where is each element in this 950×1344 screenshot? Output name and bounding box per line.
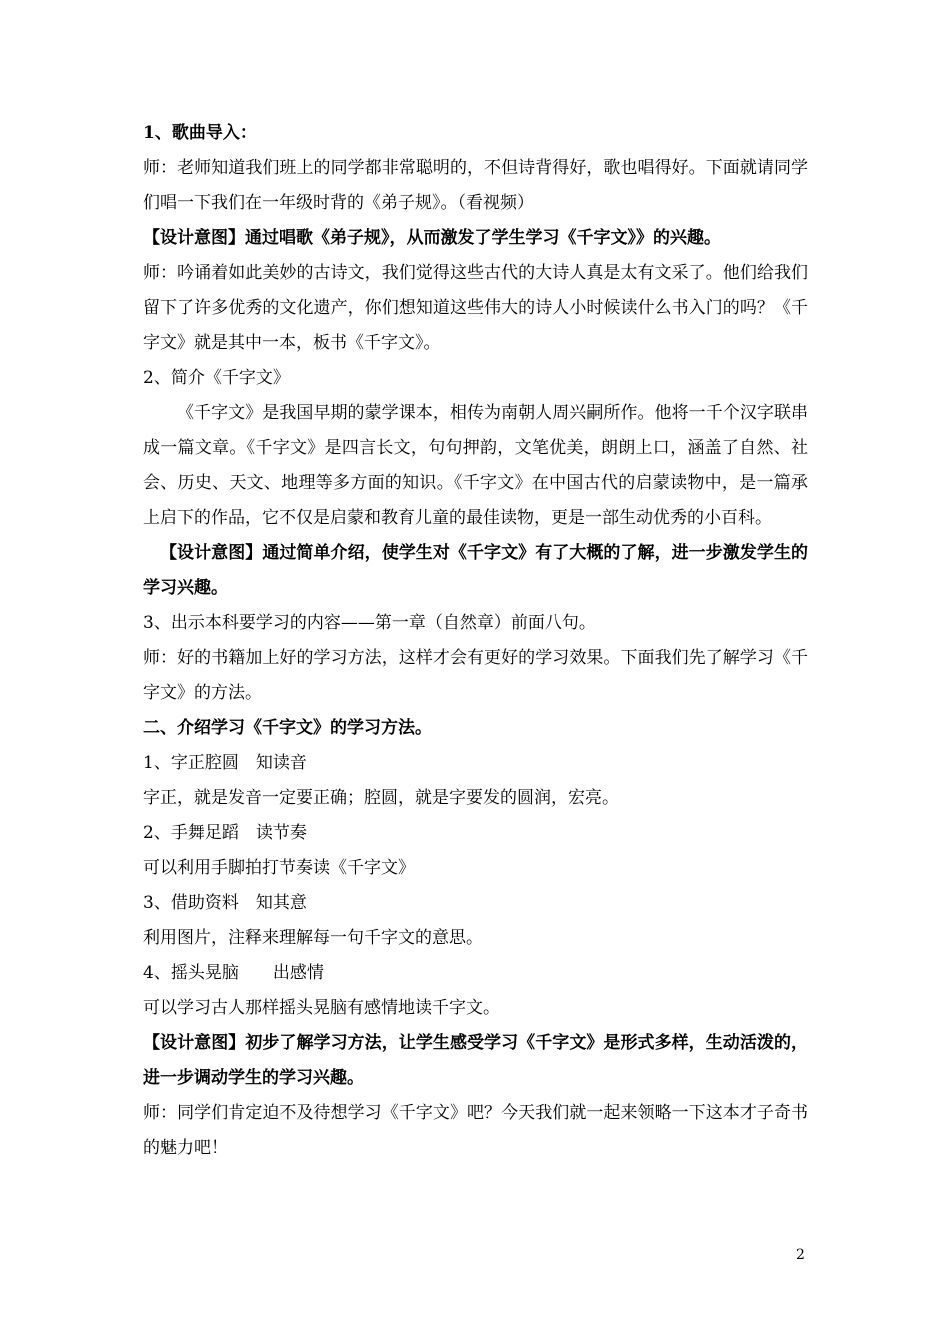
body-paragraph: 师：好的书籍加上好的学习方法，这样才会有更好的学习效果。下面我们先了解学习《千字文》的方法。 <box>143 648 808 703</box>
body-paragraph: 可以学习古人那样摇头晃脑有感情地读千字文。 <box>143 998 500 1018</box>
body-paragraph: 可以利用手脚拍打节奏读《千字文》 <box>143 858 415 878</box>
section-heading: 1、歌曲导入： <box>143 123 257 143</box>
body-paragraph: 师：老师知道我们班上的同学都非常聪明的，不但诗背得好，歌也唱得好。下面就请同学们唱一下我们在一年级时背的《弟子规》。（看视频） <box>143 158 808 213</box>
design-intent-paragraph: 【设计意图】通过唱歌《弟子规》，从而激发了学生学习《千字文》》的兴趣。 <box>143 228 721 248</box>
body-paragraph: 师：吟诵着如此美妙的古诗文，我们觉得这些古代的大诗人真是太有文采了。他们给我们留下了许多优秀的文化遗产，你们想知道这些伟大的诗人小时候读什么书入门的吗？《千字文》就是其中一本，板书《千字文》。 <box>143 263 808 353</box>
page-number: 2 <box>796 1247 805 1263</box>
method-heading: 3、借助资料 知其意 <box>143 893 307 913</box>
document-body <box>143 116 808 1166</box>
section-heading: 二、介绍学习《千字文》的学习方法。 <box>143 718 432 738</box>
body-paragraph: 字正，就是发音一定要正确；腔圆，就是字要发的圆润，宏亮。 <box>143 788 619 808</box>
method-heading: 1、字正腔圆 知读音 <box>143 753 307 773</box>
design-intent-paragraph: 【设计意图】初步了解学习方法，让学生感受学习《千字文》是形式多样，生动活泼的，进一步调动学生的学习兴趣。 <box>143 1033 808 1088</box>
method-heading: 2、手舞足蹈 读节奏 <box>143 823 307 843</box>
section-heading: 2、简介《千字文》 <box>143 368 290 388</box>
design-intent-paragraph: 【设计意图】通过简单介绍，使学生对《千字文》有了大概的了解，进一步激发学生的学习兴趣。 <box>143 543 808 598</box>
body-paragraph: 师：同学们肯定迫不及待想学习《千字文》吧？今天我们就一起来领略一下这本才子奇书的魅力吧！ <box>143 1103 808 1158</box>
body-paragraph: 利用图片，注释来理解每一句千字文的意思。 <box>143 928 483 948</box>
method-heading: 4、摇头晃脑 出感情 <box>143 963 324 983</box>
section-heading: 3、出示本科要学习的内容——第一章（自然章）前面八句。 <box>143 613 596 633</box>
body-paragraph: 《千字文》是我国早期的蒙学课本，相传为南朝人周兴嗣所作。他将一千个汉字联串成一篇文章。《千字文》是四言长文，句句押韵，文笔优美，朗朗上口，涵盖了自然、社会、历史、天文、地理等多方面的知识。《千字文》在中国古代的启蒙读物中，是一篇承上启下的作品，它不仅是启蒙和教育儿童的最佳读物，更是一部生动优秀的小百科。 <box>143 403 808 528</box>
